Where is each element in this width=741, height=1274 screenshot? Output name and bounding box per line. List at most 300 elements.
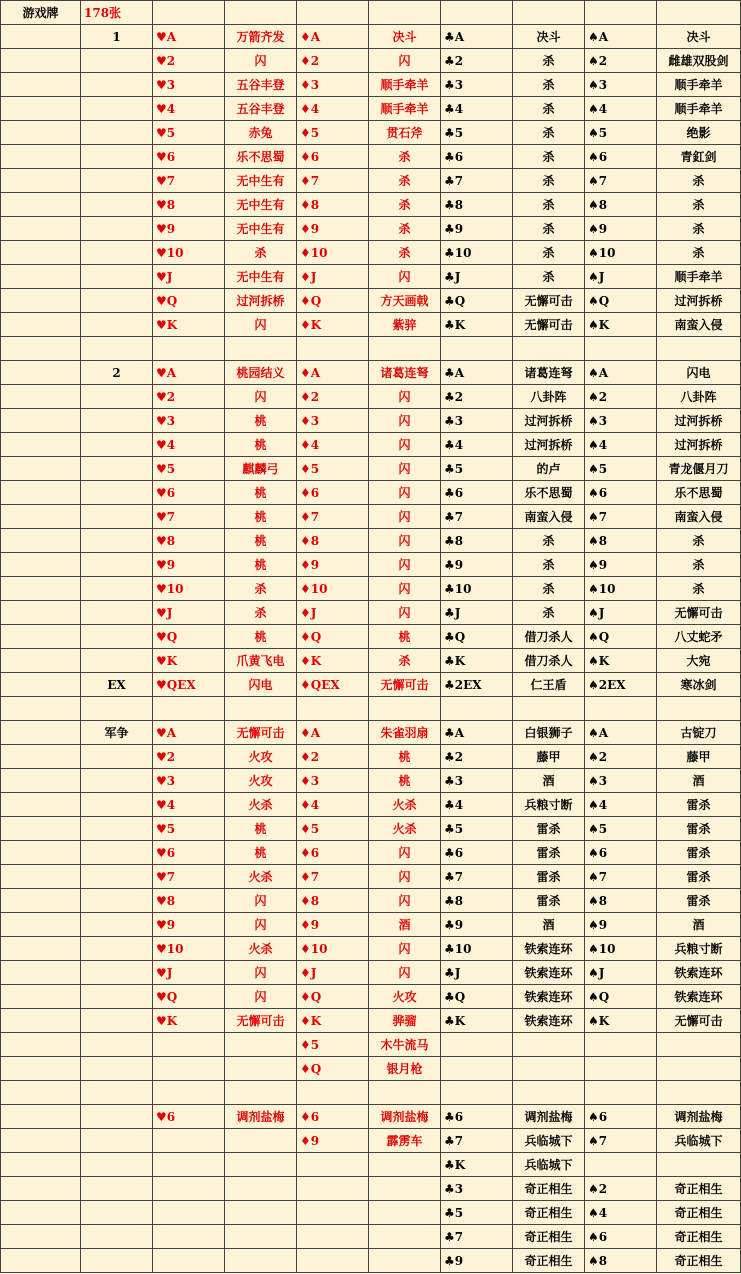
diamond-card-name: 闪 <box>369 457 441 481</box>
empty-cell <box>1 985 81 1009</box>
group-label <box>81 49 153 73</box>
heart-card-name: 万箭齐发 <box>225 25 297 49</box>
spade-card-name: 奇正相生 <box>657 1201 741 1225</box>
spade-card-rank: ♠Q <box>585 289 657 313</box>
table-row <box>1 793 741 817</box>
heart-card-rank: ♥10 <box>153 577 225 601</box>
empty-cell <box>585 1 657 25</box>
empty-cell <box>1 1201 81 1225</box>
club-card-name: 铁索连环 <box>513 985 585 1009</box>
diamond-card-rank <box>297 1081 369 1105</box>
club-card-name: 奇正相生 <box>513 1201 585 1225</box>
empty-cell <box>1 1129 81 1153</box>
table-row <box>1 985 741 1009</box>
table-row <box>1 457 741 481</box>
heart-card-rank: ♥4 <box>153 97 225 121</box>
empty-cell <box>1 1105 81 1129</box>
empty-cell <box>1 721 81 745</box>
club-card-rank: ♣8 <box>441 193 513 217</box>
table-row <box>1 817 741 841</box>
table-row <box>1 409 741 433</box>
diamond-card-rank: ♦2 <box>297 49 369 73</box>
heart-card-name: 桃 <box>225 625 297 649</box>
table-row <box>1 529 741 553</box>
heart-card-name: 五谷丰登 <box>225 73 297 97</box>
empty-cell <box>1 289 81 313</box>
group-label <box>81 1057 153 1081</box>
table-row <box>1 1105 741 1129</box>
group-label <box>81 649 153 673</box>
table-row <box>1 97 741 121</box>
empty-cell <box>297 1 369 25</box>
group-label <box>81 553 153 577</box>
club-card-name: 雷杀 <box>513 841 585 865</box>
diamond-card-rank: ♦A <box>297 25 369 49</box>
spade-card-name: 顺手牵羊 <box>657 97 741 121</box>
empty-cell <box>1 697 81 721</box>
club-card-rank: ♣A <box>441 25 513 49</box>
club-card-name: 铁索连环 <box>513 961 585 985</box>
empty-cell <box>1 937 81 961</box>
group-label: 1 <box>81 25 153 49</box>
heart-card-rank: ♥5 <box>153 817 225 841</box>
club-card-name: 杀 <box>513 529 585 553</box>
heart-card-rank: ♥K <box>153 649 225 673</box>
group-label <box>81 217 153 241</box>
spade-card-name <box>657 1033 741 1057</box>
spade-card-name: 雷杀 <box>657 793 741 817</box>
diamond-card-rank: ♦K <box>297 649 369 673</box>
diamond-card-name: 杀 <box>369 217 441 241</box>
spade-card-name: 兵粮寸断 <box>657 937 741 961</box>
club-card-rank: ♣K <box>441 649 513 673</box>
club-card-name: 兵临城下 <box>513 1153 585 1177</box>
empty-cell <box>1 745 81 769</box>
table-row <box>1 121 741 145</box>
table-row <box>1 25 741 49</box>
spade-card-name: 奇正相生 <box>657 1177 741 1201</box>
empty-cell <box>1 121 81 145</box>
group-label <box>81 1105 153 1129</box>
empty-cell <box>1 649 81 673</box>
heart-card-name: 闪 <box>225 313 297 337</box>
club-card-rank <box>441 1057 513 1081</box>
club-card-name: 奇正相生 <box>513 1225 585 1249</box>
diamond-card-rank: ♦5 <box>297 121 369 145</box>
club-card-name: 雷杀 <box>513 865 585 889</box>
group-label <box>81 529 153 553</box>
diamond-card-name: 霹雳车 <box>369 1129 441 1153</box>
spade-card-rank: ♠6 <box>585 481 657 505</box>
spade-card-name: 雷杀 <box>657 841 741 865</box>
heart-card-rank: ♥10 <box>153 241 225 265</box>
club-card-name: 铁索连环 <box>513 1009 585 1033</box>
club-card-name: 杀 <box>513 241 585 265</box>
diamond-card-rank: ♦8 <box>297 529 369 553</box>
diamond-card-rank: ♦5 <box>297 817 369 841</box>
spade-card-rank: ♠J <box>585 265 657 289</box>
empty-cell <box>1 361 81 385</box>
heart-card-name: 无中生有 <box>225 265 297 289</box>
diamond-card-name: 闪 <box>369 937 441 961</box>
empty-cell <box>513 1 585 25</box>
table-row <box>1 961 741 985</box>
club-card-name: 杀 <box>513 121 585 145</box>
diamond-card-name: 闪 <box>369 553 441 577</box>
group-label <box>81 1153 153 1177</box>
spade-card-name: 顺手牵羊 <box>657 73 741 97</box>
table-row <box>1 1009 741 1033</box>
heart-card-rank: ♥6 <box>153 841 225 865</box>
club-card-name: 白银狮子 <box>513 721 585 745</box>
spade-card-name: 雷杀 <box>657 817 741 841</box>
heart-card-name: 过河拆桥 <box>225 289 297 313</box>
group-label <box>81 745 153 769</box>
spade-card-rank: ♠5 <box>585 817 657 841</box>
spade-card-rank: ♠A <box>585 721 657 745</box>
club-card-rank: ♣K <box>441 1009 513 1033</box>
heart-card-rank: ♥9 <box>153 217 225 241</box>
table-row <box>1 769 741 793</box>
group-label <box>81 385 153 409</box>
spade-card-rank: ♠2 <box>585 745 657 769</box>
empty-cell <box>1 241 81 265</box>
heart-card-name: 闪电 <box>225 673 297 697</box>
diamond-card-rank <box>297 337 369 361</box>
heart-card-name: 桃 <box>225 433 297 457</box>
diamond-card-name: 木牛流马 <box>369 1033 441 1057</box>
club-card-rank: ♣7 <box>441 505 513 529</box>
spade-card-rank: ♠5 <box>585 457 657 481</box>
club-card-name: 杀 <box>513 169 585 193</box>
spade-card-name: 乐不思蜀 <box>657 481 741 505</box>
table-row <box>1 265 741 289</box>
group-label <box>81 625 153 649</box>
heart-card-rank: ♥8 <box>153 529 225 553</box>
heart-card-name: 桃 <box>225 841 297 865</box>
group-label <box>81 265 153 289</box>
empty-cell <box>1 217 81 241</box>
table-row <box>1 865 741 889</box>
diamond-card-name: 杀 <box>369 241 441 265</box>
diamond-card-rank: ♦4 <box>297 97 369 121</box>
diamond-card-name: 酒 <box>369 913 441 937</box>
spade-card-rank: ♠7 <box>585 865 657 889</box>
diamond-card-name: 朱雀羽扇 <box>369 721 441 745</box>
diamond-card-name: 闪 <box>369 889 441 913</box>
club-card-name: 铁索连环 <box>513 937 585 961</box>
club-card-rank: ♣5 <box>441 121 513 145</box>
table-row <box>1 937 741 961</box>
club-card-rank: ♣6 <box>441 481 513 505</box>
heart-card-rank: ♥A <box>153 361 225 385</box>
club-card-rank: ♣5 <box>441 1201 513 1225</box>
club-card-rank: ♣2 <box>441 49 513 73</box>
diamond-card-rank: ♦K <box>297 313 369 337</box>
diamond-card-name: 方天画戟 <box>369 289 441 313</box>
empty-cell <box>1 793 81 817</box>
spade-card-rank: ♠A <box>585 25 657 49</box>
club-card-name <box>513 337 585 361</box>
diamond-card-rank: ♦9 <box>297 913 369 937</box>
club-card-rank: ♣J <box>441 601 513 625</box>
diamond-card-rank: ♦J <box>297 601 369 625</box>
empty-cell <box>1 409 81 433</box>
table-row <box>1 289 741 313</box>
table-row <box>1 433 741 457</box>
spade-card-name <box>657 1153 741 1177</box>
diamond-card-rank: ♦3 <box>297 769 369 793</box>
heart-card-rank: ♥K <box>153 313 225 337</box>
diamond-card-rank: ♦2 <box>297 385 369 409</box>
club-card-rank: ♣9 <box>441 913 513 937</box>
spade-card-rank: ♠9 <box>585 913 657 937</box>
diamond-card-rank: ♦4 <box>297 433 369 457</box>
club-card-name: 雷杀 <box>513 889 585 913</box>
heart-card-rank <box>153 1249 225 1273</box>
diamond-card-rank: ♦2 <box>297 745 369 769</box>
group-label <box>81 889 153 913</box>
group-label <box>81 433 153 457</box>
heart-card-rank: ♥3 <box>153 73 225 97</box>
diamond-card-rank: ♦5 <box>297 1033 369 1057</box>
club-card-name: 借刀杀人 <box>513 649 585 673</box>
empty-cell <box>1 505 81 529</box>
heart-card-name: 杀 <box>225 577 297 601</box>
group-label <box>81 481 153 505</box>
club-card-name: 奇正相生 <box>513 1249 585 1273</box>
heart-card-rank: ♥7 <box>153 505 225 529</box>
table-row <box>1 169 741 193</box>
group-label: EX <box>81 673 153 697</box>
empty-cell <box>1 1033 81 1057</box>
spade-card-name: 杀 <box>657 217 741 241</box>
heart-card-rank: ♥6 <box>153 1105 225 1129</box>
club-card-name: 杀 <box>513 49 585 73</box>
table-row <box>1 1177 741 1201</box>
diamond-card-rank <box>297 697 369 721</box>
spade-card-name: 八丈蛇矛 <box>657 625 741 649</box>
table-row <box>1 361 741 385</box>
heart-card-rank <box>153 697 225 721</box>
spade-card-rank: ♠Q <box>585 985 657 1009</box>
heart-card-name <box>225 1177 297 1201</box>
spade-card-name: 过河拆桥 <box>657 289 741 313</box>
spade-card-name: 无懈可击 <box>657 601 741 625</box>
table-row <box>1 745 741 769</box>
diamond-card-rank: ♦5 <box>297 457 369 481</box>
diamond-card-name: 火杀 <box>369 793 441 817</box>
group-label <box>81 913 153 937</box>
heart-card-rank <box>153 1225 225 1249</box>
club-card-rank: ♣2 <box>441 745 513 769</box>
club-card-rank: ♣10 <box>441 241 513 265</box>
club-card-name: 杀 <box>513 601 585 625</box>
diamond-card-rank: ♦8 <box>297 889 369 913</box>
spade-card-name: 过河拆桥 <box>657 433 741 457</box>
spade-card-name: 寒冰剑 <box>657 673 741 697</box>
club-card-name: 无懈可击 <box>513 313 585 337</box>
club-card-rank: ♣5 <box>441 817 513 841</box>
group-label <box>81 409 153 433</box>
empty-cell <box>1 529 81 553</box>
club-card-rank <box>441 697 513 721</box>
diamond-card-name: 骅骝 <box>369 1009 441 1033</box>
diamond-card-rank: ♦6 <box>297 1105 369 1129</box>
group-label <box>81 1129 153 1153</box>
table-row <box>1 49 741 73</box>
spade-card-rank: ♠4 <box>585 793 657 817</box>
table-row <box>1 913 741 937</box>
diamond-card-name: 杀 <box>369 169 441 193</box>
club-card-name: 藤甲 <box>513 745 585 769</box>
spade-card-name: 酒 <box>657 769 741 793</box>
empty-cell <box>1 553 81 577</box>
spade-card-name: 青釭剑 <box>657 145 741 169</box>
club-card-rank: ♣4 <box>441 433 513 457</box>
club-card-name: 酒 <box>513 913 585 937</box>
group-label <box>81 241 153 265</box>
club-card-name: 调剂盐梅 <box>513 1105 585 1129</box>
diamond-card-name: 火攻 <box>369 985 441 1009</box>
heart-card-rank: ♥QEX <box>153 673 225 697</box>
spade-card-rank <box>585 1081 657 1105</box>
group-label <box>81 1249 153 1273</box>
heart-card-name: 火攻 <box>225 745 297 769</box>
diamond-card-rank: ♦6 <box>297 145 369 169</box>
club-card-rank: ♣8 <box>441 529 513 553</box>
group-label <box>81 193 153 217</box>
diamond-card-name <box>369 337 441 361</box>
heart-card-rank: ♥7 <box>153 169 225 193</box>
club-card-name: 过河拆桥 <box>513 409 585 433</box>
heart-card-name: 桃 <box>225 817 297 841</box>
header-row <box>1 1 741 25</box>
empty-cell <box>1 865 81 889</box>
group-label <box>81 169 153 193</box>
group-label: 2 <box>81 361 153 385</box>
empty-cell <box>1 313 81 337</box>
spade-card-name: 南蛮入侵 <box>657 313 741 337</box>
heart-card-name <box>225 1057 297 1081</box>
diamond-card-name: 闪 <box>369 961 441 985</box>
heart-card-rank: ♥J <box>153 961 225 985</box>
spade-card-rank <box>585 1153 657 1177</box>
heart-card-name: 无中生有 <box>225 169 297 193</box>
club-card-rank: ♣7 <box>441 169 513 193</box>
spade-card-name: 决斗 <box>657 25 741 49</box>
empty-cell <box>1 265 81 289</box>
club-card-name: 杀 <box>513 577 585 601</box>
spade-card-rank: ♠3 <box>585 769 657 793</box>
group-label <box>81 577 153 601</box>
spade-card-rank: ♠3 <box>585 73 657 97</box>
heart-card-name: 桃 <box>225 481 297 505</box>
empty-cell <box>1 25 81 49</box>
club-card-name: 八卦阵 <box>513 385 585 409</box>
diamond-card-name: 紫骍 <box>369 313 441 337</box>
diamond-card-name: 银月枪 <box>369 1057 441 1081</box>
table-row <box>1 1225 741 1249</box>
diamond-card-name <box>369 1225 441 1249</box>
spade-card-rank: ♠8 <box>585 889 657 913</box>
spade-card-rank: ♠6 <box>585 1105 657 1129</box>
heart-card-name <box>225 1153 297 1177</box>
group-label <box>81 601 153 625</box>
heart-card-name: 闪 <box>225 889 297 913</box>
empty-cell <box>1 961 81 985</box>
heart-card-rank <box>153 1177 225 1201</box>
heart-card-name: 火杀 <box>225 793 297 817</box>
spade-card-name: 大宛 <box>657 649 741 673</box>
empty-cell <box>1 457 81 481</box>
group-label <box>81 793 153 817</box>
empty-cell <box>1 433 81 457</box>
heart-card-rank: ♥9 <box>153 553 225 577</box>
spade-card-rank: ♠Q <box>585 625 657 649</box>
spade-card-name: 南蛮入侵 <box>657 505 741 529</box>
group-label <box>81 505 153 529</box>
heart-card-name: 桃 <box>225 529 297 553</box>
diamond-card-rank: ♦Q <box>297 289 369 313</box>
group-label <box>81 985 153 1009</box>
spade-card-name: 无懈可击 <box>657 1009 741 1033</box>
table-row <box>1 553 741 577</box>
table-row <box>1 1129 741 1153</box>
heart-card-rank: ♥8 <box>153 193 225 217</box>
club-card-rank: ♣10 <box>441 937 513 961</box>
club-card-rank: ♣3 <box>441 409 513 433</box>
club-card-name: 杀 <box>513 97 585 121</box>
diamond-card-name <box>369 697 441 721</box>
heart-card-rank: ♥9 <box>153 913 225 937</box>
spade-card-rank: ♠7 <box>585 169 657 193</box>
club-card-rank: ♣6 <box>441 145 513 169</box>
table-row <box>1 1033 741 1057</box>
heart-card-name: 爪黄飞电 <box>225 649 297 673</box>
club-card-name: 决斗 <box>513 25 585 49</box>
empty-cell <box>1 193 81 217</box>
spade-card-rank: ♠4 <box>585 1201 657 1225</box>
empty-cell <box>441 1 513 25</box>
diamond-card-name: 闪 <box>369 481 441 505</box>
spade-card-name: 雷杀 <box>657 865 741 889</box>
diamond-card-name <box>369 1153 441 1177</box>
club-card-rank: ♣4 <box>441 97 513 121</box>
group-label <box>81 961 153 985</box>
heart-card-rank: ♥3 <box>153 409 225 433</box>
empty-cell <box>1 577 81 601</box>
diamond-card-rank: ♦QEX <box>297 673 369 697</box>
group-label: 军争 <box>81 721 153 745</box>
spade-card-rank: ♠2 <box>585 1177 657 1201</box>
empty-cell <box>1 841 81 865</box>
group-label <box>81 1033 153 1057</box>
spade-card-rank: ♠3 <box>585 409 657 433</box>
club-card-name <box>513 1033 585 1057</box>
table-row <box>1 697 741 721</box>
diamond-card-rank: ♦A <box>297 361 369 385</box>
diamond-card-name: 桃 <box>369 745 441 769</box>
club-card-name: 杀 <box>513 193 585 217</box>
heart-card-rank <box>153 337 225 361</box>
club-card-name: 奇正相生 <box>513 1177 585 1201</box>
diamond-card-rank: ♦6 <box>297 481 369 505</box>
diamond-card-name: 杀 <box>369 193 441 217</box>
heart-card-rank <box>153 1033 225 1057</box>
spade-card-rank: ♠10 <box>585 241 657 265</box>
table-row <box>1 337 741 361</box>
